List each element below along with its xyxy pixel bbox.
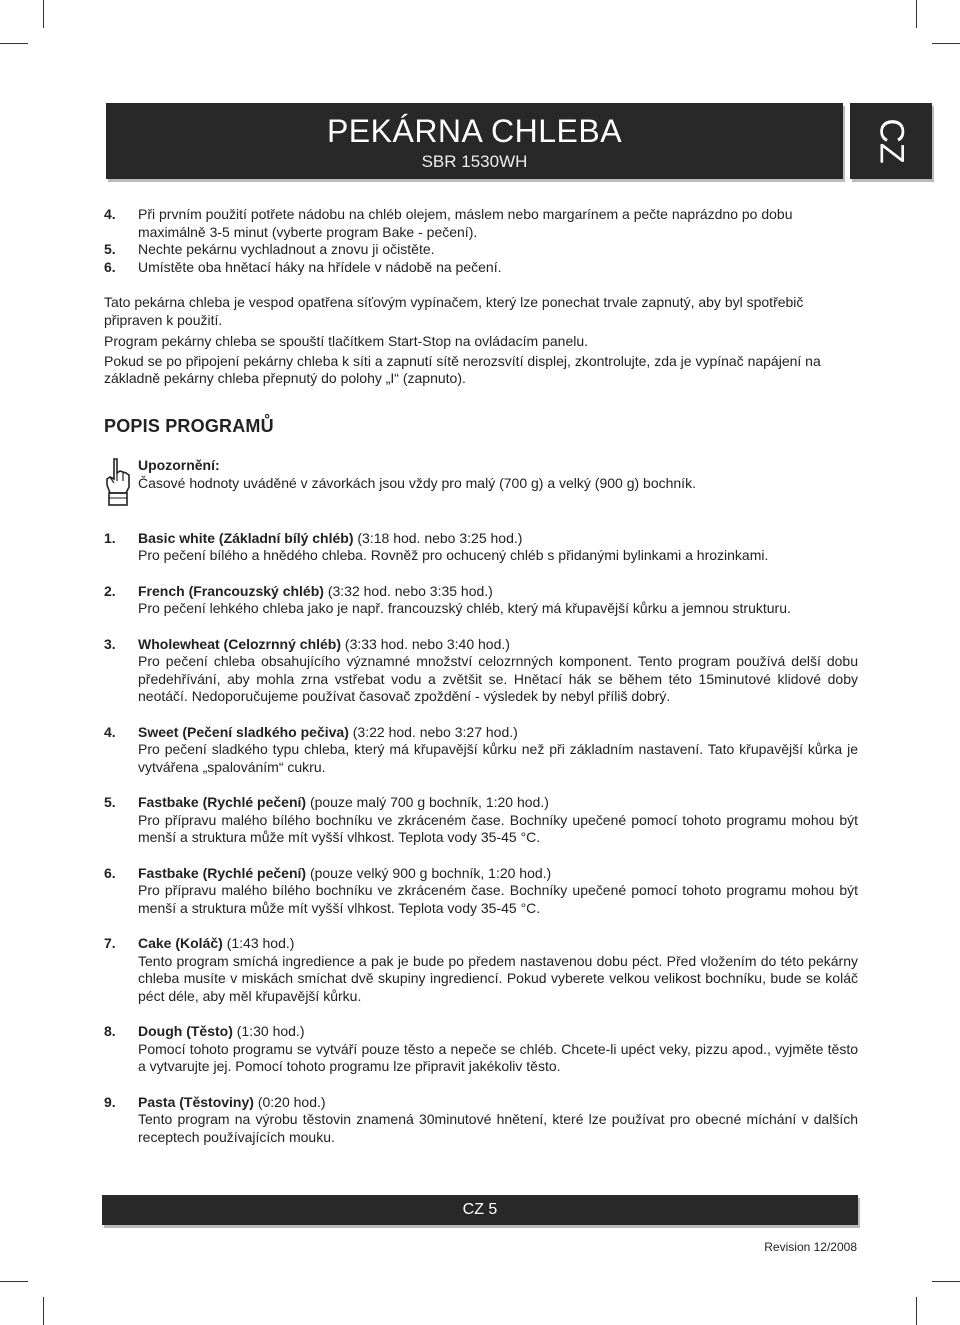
program-body [138,724,858,777]
section-title: POPIS PROGRAMŮ [104,415,274,436]
paragraph: Program pekárny chleba se spouští tlačítkem Start-Stop na ovládacím panelu. [104,333,589,349]
program-number: 9. [104,1093,116,1110]
programs-list [104,530,858,1147]
program-time: (0:20 hod.) [253,1093,326,1110]
header-bar [106,103,843,179]
crop-mark [932,43,960,44]
program-heading [138,530,858,548]
paragraph: Pokud se po připojení pekárny chleba k síti a zapnutí sítě nerozsvítí displej, zkontrolujte, zda je vypínač napájení na základně pekárny chleba přepnutý do polohy „I“ (zapnuto). [104,352,821,386]
program-time: (3:32 hod. nebo 3:35 hod.) [323,582,493,599]
warning-hand-icon [104,457,138,512]
crop-mark [0,1281,28,1282]
program-heading [138,1094,858,1112]
program-heading [138,865,858,883]
program-body [138,1023,858,1076]
step-number: 6. [104,258,116,275]
program-heading [138,724,858,742]
program-time: (3:22 hod. nebo 3:27 hod.) [348,723,518,740]
language-tab [850,103,932,179]
step-item [104,241,858,259]
paragraph: Tato pekárna chleba je vespod opatřena síťovým vypínačem, který lze ponechat trvale zapnutý, aby byl spotřebič připraven k použití. [104,294,804,328]
program-body [138,794,858,847]
program-name: Pasta (Těstoviny) [138,1093,254,1110]
program-item [104,794,858,847]
program-name: Fastbake (Rychlé pečení) [138,794,307,810]
program-item [104,583,858,618]
notice-body [138,457,696,512]
program-body [138,530,858,565]
program-number: 2. [104,582,116,599]
crop-mark [916,1297,917,1325]
revision-label: Revision 12/2008 [764,1240,857,1254]
program-number: 6. [104,864,116,881]
program-time: (1:30 hod.) [232,1023,305,1039]
program-heading [138,636,858,654]
program-body [138,583,858,618]
program-name: Fastbake (Rychlé pečení) [138,864,307,881]
program-number: 8. [104,1023,116,1039]
step-item [104,259,858,277]
program-description: Tento program smíchá ingredience a pak je bude po předem nastavenou dobu péct. Před vložením do této pekárny chleba musíte v miskách smíchat dvě skupiny ingrediencí. Pokud vyberete velkou velikost bochníku, bude se koláč péct déle, aby měl křupavější kůrku. [138,952,858,1004]
crop-mark [43,0,44,28]
model-number: SBR 1530WH [421,152,528,171]
program-number: 1. [104,529,116,546]
program-body [138,1094,858,1147]
program-description: Pro pečení bílého a hnědého chleba. Rovněž pro ochucený chléb s přidanými bylinkami a hrozinkami. [138,547,769,563]
steps-list [104,206,858,276]
program-description: Pomocí tohoto programu se vytváří pouze těsto a nepeče se chléb. Chcete-li upéct veky, pizzu apod., vyjměte těsto a vytvarujte jej. Pomocí tohoto programu lze připravit jakékoliv těsto. [138,1040,858,1074]
page-number: CZ 5 [462,1201,498,1218]
notice-text: Časové hodnoty uváděné v závorkách jsou vždy pro malý (700 g) a velký (900 g) bochník. [138,474,696,491]
step-number: 4. [104,206,116,222]
program-time: (pouze velký 900 g bochník, 1:20 hod.) [306,864,552,881]
program-name: Wholewheat (Celozrnný chléb) [138,635,342,652]
program-description: Pro pečení chleba obsahujícího významné množství celozrnných komponent. Tento program používá delší dobu předehřívání, aby mohla zrna vstřebat vodu a zvětšit se. Hnětací hák se během této 15minutové klidové doby neotáčí. Nedoporučujeme používat časovač zpoždění - výsledek by nebyl příliš dobrý. [138,653,858,704]
notice [104,457,858,512]
program-description: Pro přípravu malého bílého bochníku ve zkráceném čase. Bochníky upečené pomocí tohoto programu mohou být menší a struktura může mít vyšší vlhkost. Teplota vody 35-45 °C. [138,882,858,916]
program-item [104,1094,858,1147]
crop-mark [916,0,917,28]
program-name: Cake (Koláč) [138,935,223,951]
program-body [138,935,858,1005]
program-name: Dough (Těsto) [138,1023,233,1039]
step-text: Umístěte oba hnětací háky na hřídele v nádobě na pečení. [138,258,502,275]
program-description: Pro pečení lehkého chleba jako je např. francouzský chléb, který má křupavější kůrku a jemnou strukturu. [138,600,791,616]
program-number: 7. [104,935,116,951]
main-content [104,206,858,1146]
program-item [104,935,858,1005]
program-item [104,724,858,777]
step-text: Nechte pekárnu vychladnout a znovu ji očistěte. [138,241,435,257]
footer-bar [102,1195,858,1225]
program-item [104,865,858,918]
step-item [104,206,858,241]
step-number: 5. [104,241,116,257]
language-code: CZ [872,118,911,164]
crop-mark [43,1297,44,1325]
program-number: 4. [104,723,116,740]
program-description: Pro přípravu malého bílého bochníku ve zkráceném čase. Bochníky upečené pomocí tohoto programu mohou být menší a struktura může mít vyšší vlhkost. Teplota vody 35-45 °C. [138,811,858,845]
program-item [104,530,858,565]
program-heading [138,794,858,812]
program-number: 3. [104,635,116,652]
program-body [138,636,858,706]
program-item [104,1023,858,1076]
crop-mark [0,43,28,44]
program-time: (pouze malý 700 g bochník, 1:20 hod.) [306,794,549,810]
program-item [104,636,858,706]
page-title: PEKÁRNA CHLEBA [326,113,623,149]
program-body [138,865,858,918]
step-text: Při prvním použití potřete nádobu na chléb olejem, máslem nebo margarínem a pečte naprázdno po dobu maximálně 3-5 minut (vyberte program Bake - pečení). [138,206,793,240]
program-time: (3:33 hod. nebo 3:40 hod.) [341,635,510,652]
crop-mark [932,1281,960,1282]
program-description: Tento program na výrobu těstovin znamená 30minutové hnětení, které lze používat pro obecné míchání v dalších receptech používajících mouku. [138,1111,858,1145]
program-name: French (Francouzský chléb) [138,582,324,599]
program-heading [138,1023,858,1041]
program-time: (1:43 hod.) [222,935,295,951]
program-number: 5. [104,794,116,810]
program-heading [138,583,858,601]
notice-title: Upozornění: [138,457,220,473]
program-name: Basic white (Základní bílý chléb) [138,529,354,546]
program-name: Sweet (Pečení sladkého pečiva) [138,723,349,740]
program-time: (3:18 hod. nebo 3:25 hod.) [353,529,523,546]
program-description: Pro pečení sladkého typu chleba, který má křupavější kůrku než při základním nastavení. Tato křupavější kůrka je vytvářena „spalováním“ cukru. [138,741,858,775]
program-heading [138,935,858,953]
